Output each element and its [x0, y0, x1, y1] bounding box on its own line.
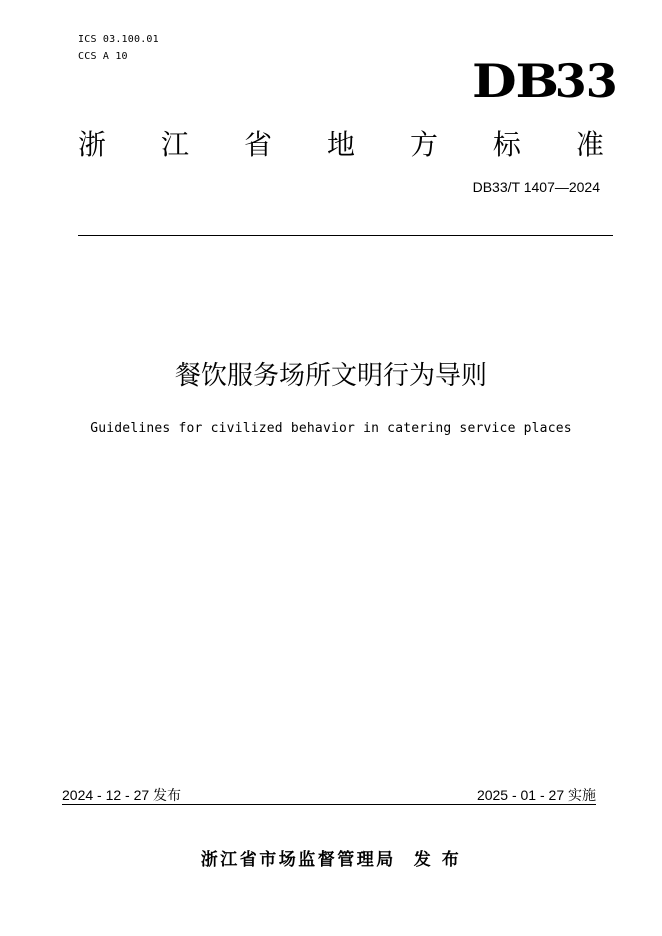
publisher-organization: 浙江省市场监督管理局 [200, 850, 396, 870]
implementation-date: 2025 - 01 - 27 实施 [476, 787, 596, 803]
logo-code: 33 [554, 54, 617, 108]
standard-type-heading [78, 123, 604, 167]
db33-logo [472, 56, 617, 106]
publisher-line [0, 848, 662, 872]
publisher-action: 发 布 [413, 850, 462, 870]
standard-type-char: 方 [409, 128, 438, 161]
standard-type-char: 浙 [78, 128, 107, 161]
ccs-code: CCS A 10 [78, 51, 128, 62]
header-divider [78, 235, 613, 236]
document-title-chinese: 餐饮服务场所文明行为导则 [174, 361, 487, 391]
dates-row [62, 784, 596, 804]
standard-type-char: 标 [492, 128, 521, 161]
dates-divider [62, 804, 596, 805]
logo-prefix: DB [472, 54, 558, 108]
issue-date: 2024 - 12 - 27 发布 [62, 787, 182, 803]
standard-type-char: 准 [575, 128, 604, 161]
standard-type-char: 地 [326, 128, 355, 161]
standard-type-char: 省 [243, 128, 272, 161]
standard-number: DB33/T 1407—2024 [472, 179, 600, 195]
document-title-english: Guidelines for civilized behavior in catering service places [90, 421, 572, 436]
ics-code: ICS 03.100.01 [78, 34, 159, 45]
standard-type-char: 江 [160, 128, 189, 161]
